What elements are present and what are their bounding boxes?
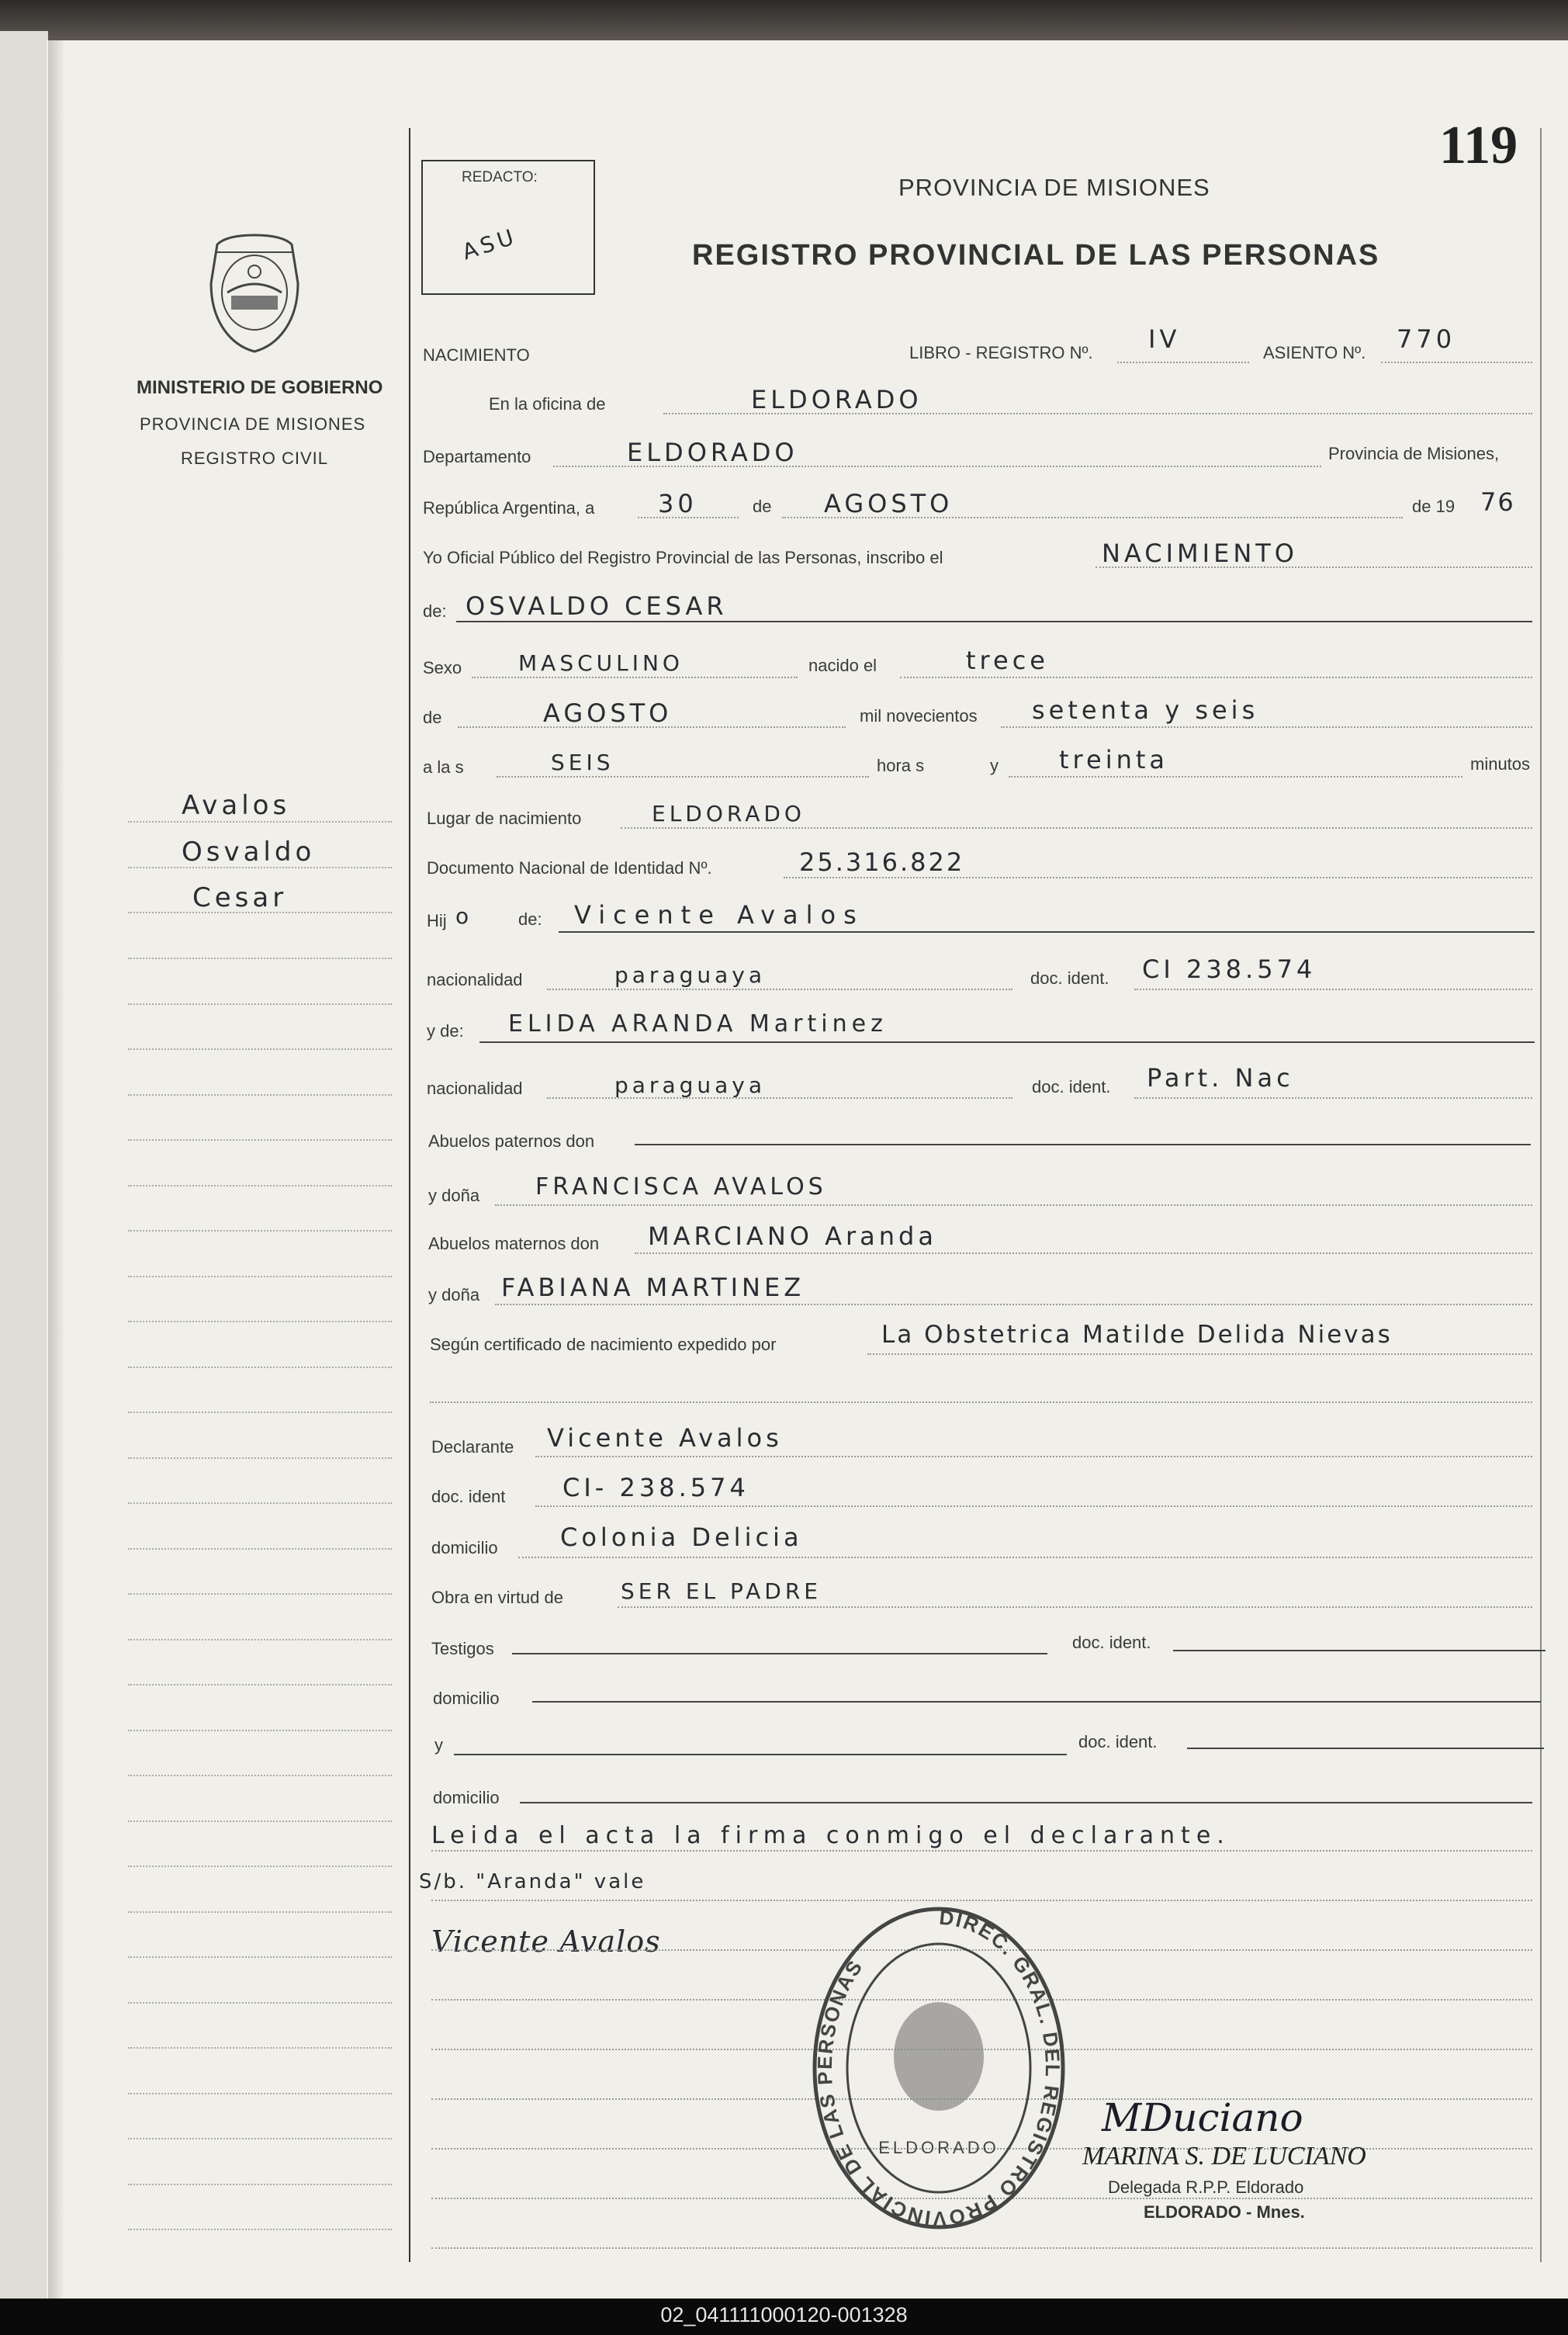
binding-fold xyxy=(48,40,64,2300)
blank-rule xyxy=(431,1850,1532,1852)
oficina-value: ELDORADO xyxy=(751,385,922,414)
margin-rule xyxy=(128,1911,392,1913)
minutos-label: minutos xyxy=(1470,754,1531,774)
abuelos-pat-label: Abuelos paternos don xyxy=(428,1131,595,1151)
margin-rule xyxy=(128,1185,392,1187)
line xyxy=(535,1456,1532,1457)
margin-rule xyxy=(128,1821,392,1822)
asiento-value: 770 xyxy=(1397,324,1456,354)
file-id: 02_041111000120-001328 xyxy=(660,2303,908,2326)
margin-rule xyxy=(128,958,392,959)
line xyxy=(472,677,798,678)
margin-rule xyxy=(128,2047,392,2049)
padre-value: Vicente Avalos xyxy=(574,900,864,930)
line xyxy=(618,1606,1532,1608)
line xyxy=(900,677,1532,678)
margin-rule xyxy=(128,1230,392,1232)
line xyxy=(635,1252,1532,1254)
closing-note: Leida el acta la firma conmigo el declarante. xyxy=(431,1822,1231,1849)
de2-label: de xyxy=(423,708,442,727)
abuela-mat-value: FABIANA MARTINEZ xyxy=(501,1273,805,1302)
ydona-label: y doña xyxy=(428,1186,480,1205)
y2-label: y xyxy=(434,1735,443,1755)
margin-rule xyxy=(128,1639,392,1640)
officer-name: MARINA S. DE LUCIANO xyxy=(1082,2142,1366,2170)
madre-nac-value: paraguaya xyxy=(614,1072,767,1098)
obra-value: SER EL PADRE xyxy=(621,1578,822,1604)
domicilio3-label: domicilio xyxy=(433,1788,500,1807)
official-stamp xyxy=(807,1901,1071,2243)
hijo-de-label: de: xyxy=(518,909,542,929)
mes-value: AGOSTO xyxy=(824,489,954,518)
margin-rule xyxy=(128,2138,392,2139)
line xyxy=(518,1557,1532,1558)
margin-rule xyxy=(128,1684,392,1685)
republica-label: República Argentina, a xyxy=(423,498,595,518)
margin-rule xyxy=(128,867,392,868)
registry-header: REGISTRO PROVINCIAL DE LAS PERSONAS xyxy=(692,239,1380,272)
line xyxy=(532,1701,1541,1703)
padre-doc-value: CI 238.574 xyxy=(1142,954,1317,984)
declarante-signature: Vicente Avalos xyxy=(431,1924,661,1959)
line xyxy=(495,1204,1532,1206)
form-right-border xyxy=(1540,128,1542,2262)
doc-ident4-label: doc. ident. xyxy=(1078,1732,1158,1751)
departamento-value: ELDORADO xyxy=(627,438,798,467)
dni-label: Documento Nacional de Identidad Nº. xyxy=(427,858,712,878)
domicilio-value: Colonia Delicia xyxy=(560,1523,803,1552)
line xyxy=(1381,362,1532,363)
margin-rule xyxy=(128,1321,392,1322)
doc-ident3-label: doc. ident. xyxy=(1072,1633,1151,1652)
margin-rule xyxy=(128,1003,392,1005)
ministry-seal-icon xyxy=(200,229,309,357)
certificado-label: Según certificado de nacimiento expedido por xyxy=(430,1335,777,1354)
margin-note-secondname: Cesar xyxy=(192,882,288,913)
domicilio-label: domicilio xyxy=(431,1538,498,1557)
nacido-value: trece xyxy=(966,646,1049,675)
de-nombre-label: de: xyxy=(423,601,447,621)
abuelo-mat-value: MARCIANO Aranda xyxy=(648,1221,937,1251)
minutos-value: treinta xyxy=(1059,745,1169,774)
redacto-value: ASU xyxy=(459,223,521,265)
line xyxy=(867,1353,1532,1355)
doc-ident-label: doc. ident. xyxy=(1030,968,1109,988)
line xyxy=(621,827,1532,829)
ministry-line1: MINISTERIO DE GOBIERNO xyxy=(137,377,383,398)
abuela-pat-value: FRANCISCA AVALOS xyxy=(535,1173,827,1200)
margin-rule xyxy=(128,1276,392,1277)
margin-rule xyxy=(128,1548,392,1550)
yde-label: y de: xyxy=(427,1021,464,1041)
oficina-label: En la oficina de xyxy=(489,394,606,414)
line xyxy=(454,1754,1067,1755)
oficial-value: NACIMIENTO xyxy=(1102,539,1298,568)
margin-rule xyxy=(128,1094,392,1096)
oficial-label: Yo Oficial Público del Registro Provincial de las Personas, inscribo el xyxy=(423,548,943,567)
ministry-line3: REGISTRO CIVIL xyxy=(181,449,329,468)
dia-value: 30 xyxy=(658,489,697,518)
line xyxy=(1117,362,1249,363)
y-label: y xyxy=(990,756,999,775)
line xyxy=(1009,776,1462,778)
abuelos-mat-label: Abuelos maternos don xyxy=(428,1234,600,1253)
line xyxy=(512,1653,1047,1654)
asiento-label: ASIENTO Nº. xyxy=(1263,343,1366,362)
page-number: 119 xyxy=(1439,116,1518,175)
margin-rule xyxy=(128,2229,392,2230)
anio-label: de 19 xyxy=(1412,497,1456,516)
certificado-value: La Obstetrica Matilde Delida Nievas xyxy=(881,1321,1393,1349)
line xyxy=(559,931,1535,933)
stamp-inner-text: ELDORADO xyxy=(878,2138,999,2157)
redacto-box xyxy=(421,160,595,295)
officer-signature: MDuciano xyxy=(1102,2095,1303,2140)
margin-rule xyxy=(128,1412,392,1413)
line xyxy=(1134,1097,1532,1099)
line xyxy=(1001,726,1532,728)
line xyxy=(495,1304,1532,1305)
declarante-label: Declarante xyxy=(431,1437,514,1457)
margin-rule xyxy=(128,1048,392,1050)
officer-role: Delegada R.P.P. Eldorado xyxy=(1108,2177,1304,2197)
margin-rule xyxy=(128,1866,392,1867)
blank-rule xyxy=(431,2247,1532,2249)
doc-ident-label: doc. ident. xyxy=(1032,1077,1111,1096)
margin-rule xyxy=(128,912,392,913)
mes-nac-value: AGOSTO xyxy=(543,698,673,728)
form-left-border xyxy=(409,128,410,2262)
line xyxy=(1134,989,1532,990)
margin-rule xyxy=(128,1956,392,1958)
dni-value: 25.316.822 xyxy=(799,847,965,877)
lugar-value: ELDORADO xyxy=(652,801,805,826)
margin-rule xyxy=(128,1775,392,1776)
declarante-value: Vicente Avalos xyxy=(547,1423,783,1453)
province-header: PROVINCIA DE MISIONES xyxy=(898,174,1210,201)
margin-rule xyxy=(128,1502,392,1504)
sexo-label: Sexo xyxy=(423,658,462,677)
libro-value: IV xyxy=(1148,324,1181,354)
line xyxy=(479,1041,1535,1043)
alas-label: a la s xyxy=(423,757,464,777)
hijo-label: Hij xyxy=(427,911,447,930)
provincia-label: Provincia de Misiones, xyxy=(1328,444,1500,463)
horas-label: hora s xyxy=(877,756,925,775)
nac-label: nacionalidad xyxy=(427,970,523,989)
line xyxy=(1173,1650,1546,1651)
line xyxy=(547,989,1012,990)
line xyxy=(784,877,1532,878)
margin-rule xyxy=(128,821,392,823)
margin-note-surname: Avalos xyxy=(182,790,291,821)
anio-nac-value: setenta y seis xyxy=(1032,695,1259,725)
officer-place: ELDORADO - Mnes. xyxy=(1144,2202,1305,2222)
madre-doc-value: Part. Nac xyxy=(1147,1063,1294,1093)
correction-note: S/b. "Aranda" vale xyxy=(419,1870,646,1893)
line xyxy=(430,1401,1532,1403)
nombre-value: OSVALDO CESAR xyxy=(466,591,728,621)
margin-note-firstname: Osvaldo xyxy=(182,837,316,868)
line xyxy=(535,1505,1532,1507)
margin-rule xyxy=(128,1593,392,1595)
line xyxy=(456,621,1532,622)
line xyxy=(635,1144,1531,1145)
margin-rule xyxy=(128,1367,392,1368)
obra-label: Obra en virtud de xyxy=(431,1588,563,1607)
ministry-line2: PROVINCIA DE MISIONES xyxy=(140,414,366,434)
departamento-label: Departamento xyxy=(423,447,531,466)
declarante-doc-value: CI- 238.574 xyxy=(562,1473,749,1502)
margin-rule xyxy=(128,1139,392,1141)
libro-label: LIBRO - REGISTRO Nº. xyxy=(909,343,1093,362)
line xyxy=(497,776,869,778)
padre-nac-value: paraguaya xyxy=(614,962,767,988)
horas-value: SEIS xyxy=(551,750,614,775)
ydona2-label: y doña xyxy=(428,1285,480,1304)
sexo-value: MASCULINO xyxy=(518,650,684,676)
margin-rule xyxy=(128,1457,392,1459)
line xyxy=(520,1802,1532,1803)
redacto-label: REDACTO: xyxy=(462,169,538,185)
domicilio2-label: domicilio xyxy=(433,1689,500,1708)
hijo-suffix: o xyxy=(455,903,473,929)
line xyxy=(1187,1748,1544,1749)
form-type-label: NACIMIENTO xyxy=(423,345,530,365)
anio-value: 76 xyxy=(1480,487,1515,517)
de-label: de xyxy=(753,497,772,516)
madre-value: ELIDA ARANDA Martinez xyxy=(508,1010,888,1038)
doc-ident2-label: doc. ident xyxy=(431,1487,506,1506)
lugar-label: Lugar de nacimiento xyxy=(427,809,582,828)
milnov-label: mil novecientos xyxy=(860,706,978,726)
stamp-ring-text: DIREC. GRAL. DEL REGISTRO PROVINCIAL DE LAS PERSONAS xyxy=(812,1905,1065,2231)
margin-rule xyxy=(128,2093,392,2094)
margin-rule xyxy=(128,2002,392,2004)
margin-rule xyxy=(128,1730,392,1731)
nac2-label: nacionalidad xyxy=(427,1079,523,1098)
nacido-label: nacido el xyxy=(808,656,877,675)
margin-rule xyxy=(128,2184,392,2185)
testigos-label: Testigos xyxy=(431,1639,494,1658)
left-page-edge xyxy=(0,31,48,2300)
